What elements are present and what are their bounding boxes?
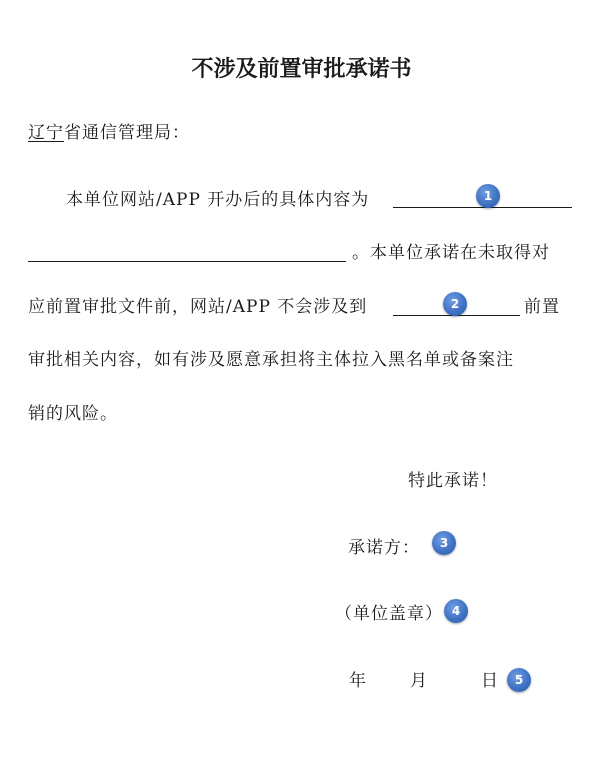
paragraph-line-4: 审批相关内容，如有涉及愿意承担将主体拉入黑名单或备案注: [28, 350, 514, 370]
date-year: 年: [349, 671, 367, 691]
paragraph-line-3: 应前置审批文件前，网站/APP 不会涉及到: [28, 297, 368, 317]
date-month: 月: [410, 671, 428, 691]
paragraph-line-3-end: 前置: [524, 297, 560, 317]
content-blank-field-continued[interactable]: [28, 261, 346, 262]
content-blank-field[interactable]: [393, 207, 572, 208]
paragraph-line-5: 销的风险。: [28, 404, 118, 424]
marker-2: 2: [443, 292, 467, 316]
marker-1: 1: [476, 184, 500, 208]
addressee-bureau: 省通信管理局：: [64, 123, 190, 143]
document-title: 不涉及前置审批承诺书: [191, 57, 412, 82]
date-day: 日: [481, 671, 499, 691]
paragraph-line-1: 本单位网站/APP 开办后的具体内容为: [66, 190, 370, 210]
addressee-province: 辽宁: [28, 123, 64, 143]
addressee-line: [28, 121, 190, 145]
marker-5: 5: [507, 668, 531, 692]
pledging-party-label: 承诺方：: [348, 538, 420, 558]
marker-4: 4: [444, 599, 468, 623]
paragraph-line-2: 。本单位承诺在未取得对: [352, 243, 550, 263]
seal-label: （单位盖章）: [335, 604, 443, 624]
pledge-statement: 特此承诺！: [408, 471, 498, 491]
marker-3: 3: [432, 531, 456, 555]
